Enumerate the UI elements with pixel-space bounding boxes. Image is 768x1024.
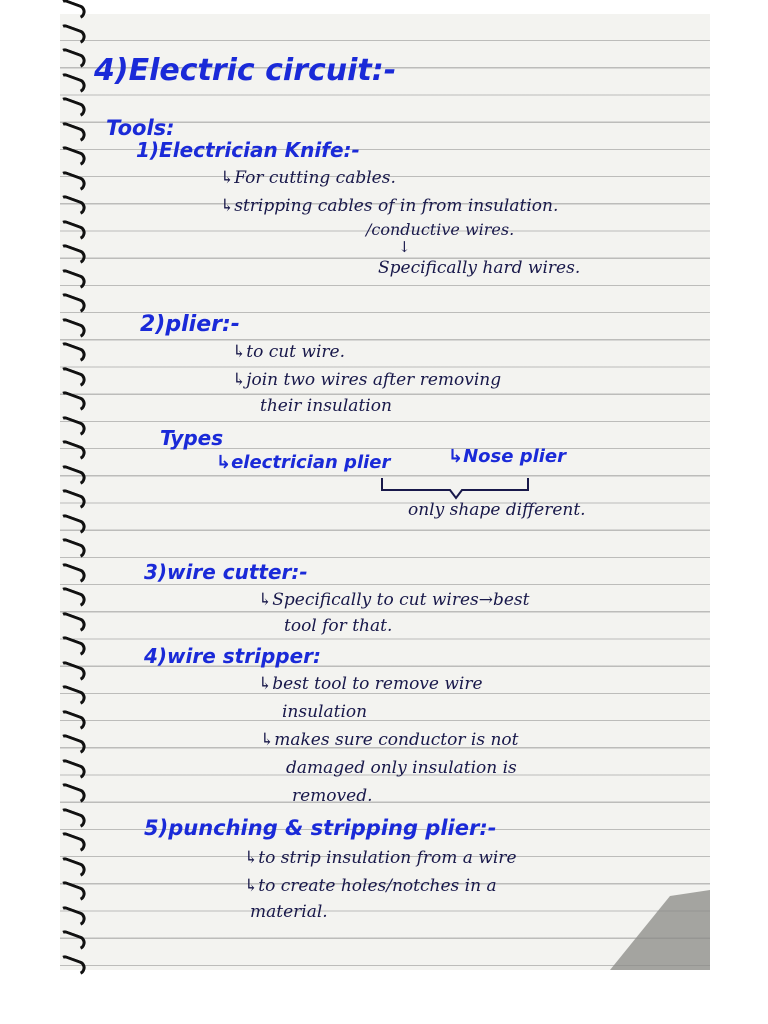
- spiral-coil: [56, 831, 87, 855]
- spiral-coil: [56, 782, 87, 806]
- plier-line-3: their insulation: [260, 396, 392, 416]
- plier-title: 2)plier:-: [140, 312, 240, 337]
- plier-shape-note: only shape different.: [408, 500, 586, 520]
- plier-line-2: ↳join two wires after removing: [232, 370, 502, 390]
- knife-title: 1)Electrician Knife:-: [136, 138, 360, 162]
- tools-label: Tools:: [106, 116, 175, 140]
- punching-title: 5)punching & stripping plier:-: [144, 816, 497, 840]
- spiral-coil: [56, 880, 87, 904]
- plier-line-1: ↳to cut wire.: [232, 342, 345, 362]
- knife-arrow: ↓: [398, 238, 411, 256]
- spiral-coil: [56, 169, 87, 193]
- spiral-coil: [56, 439, 87, 463]
- spiral-coil: [56, 684, 87, 708]
- spiral-coil: [56, 316, 87, 340]
- spiral-coil: [56, 22, 87, 46]
- knife-line-1: ↳For cutting cables.: [220, 168, 396, 188]
- spiral-binding: [50, 0, 90, 980]
- stripper-line-2: insulation: [282, 702, 368, 722]
- spiral-coil: [56, 757, 87, 781]
- spiral-coil: [56, 243, 87, 267]
- spiral-coil: [56, 659, 87, 683]
- punching-line-2: ↳to create holes/notches in a: [244, 876, 497, 896]
- spiral-coil: [56, 341, 87, 365]
- spiral-coil: [56, 390, 87, 414]
- spiral-coil: [56, 733, 87, 757]
- stripper-line-4: damaged only insulation is: [286, 758, 517, 778]
- spiral-coil: [56, 267, 87, 291]
- spiral-coil: [56, 292, 87, 316]
- spiral-coil: [56, 145, 87, 169]
- spiral-coil: [56, 537, 87, 561]
- type-nose-plier: ↳Nose plier: [448, 446, 567, 467]
- spiral-coil: [56, 96, 87, 120]
- spiral-coil: [56, 488, 87, 512]
- ruled-page: [60, 14, 710, 970]
- spiral-coil: [56, 610, 87, 634]
- spiral-coil: [56, 855, 87, 879]
- spiral-coil: [56, 71, 87, 95]
- page-corner-shadow: [610, 890, 710, 970]
- spiral-coil: [56, 47, 87, 71]
- spiral-coil: [56, 0, 87, 21]
- cutter-line-2: tool for that.: [284, 616, 393, 636]
- spiral-coil: [56, 586, 87, 610]
- stripper-line-5: removed.: [292, 786, 373, 806]
- spiral-coil: [56, 218, 87, 242]
- spiral-coil: [56, 806, 87, 830]
- spiral-coil: [56, 512, 87, 536]
- spiral-coil: [56, 365, 87, 389]
- types-label: Types: [160, 426, 224, 450]
- punching-line-1: ↳to strip insulation from a wire: [244, 848, 517, 868]
- cutter-title: 3)wire cutter:-: [144, 560, 308, 584]
- stripper-line-3: ↳makes sure conductor is not: [260, 730, 519, 750]
- spiral-coil: [56, 414, 87, 438]
- spiral-coil: [56, 708, 87, 732]
- stripper-title: 4)wire stripper:: [144, 644, 322, 668]
- spiral-coil: [56, 953, 87, 977]
- spiral-coil: [56, 929, 87, 953]
- page-heading: 4)Electric circuit:-: [94, 53, 397, 88]
- spiral-coil: [56, 194, 87, 218]
- knife-line-4: Specifically hard wires.: [378, 258, 581, 278]
- spiral-coil: [56, 463, 87, 487]
- spiral-coil: [56, 635, 87, 659]
- punching-line-3: material.: [250, 902, 328, 922]
- brace-mark: [378, 476, 558, 500]
- spiral-coil: [56, 904, 87, 928]
- cutter-line-1: ↳Specifically to cut wires→best: [258, 590, 530, 610]
- spiral-coil: [56, 561, 87, 585]
- knife-line-3: /conductive wires.: [366, 220, 515, 239]
- type-electrician-plier: ↳electrician plier: [216, 452, 391, 473]
- knife-line-2: ↳stripping cables of in from insulation.: [220, 196, 559, 216]
- spiral-coil: [56, 120, 87, 144]
- stripper-line-1: ↳best tool to remove wire: [258, 674, 483, 694]
